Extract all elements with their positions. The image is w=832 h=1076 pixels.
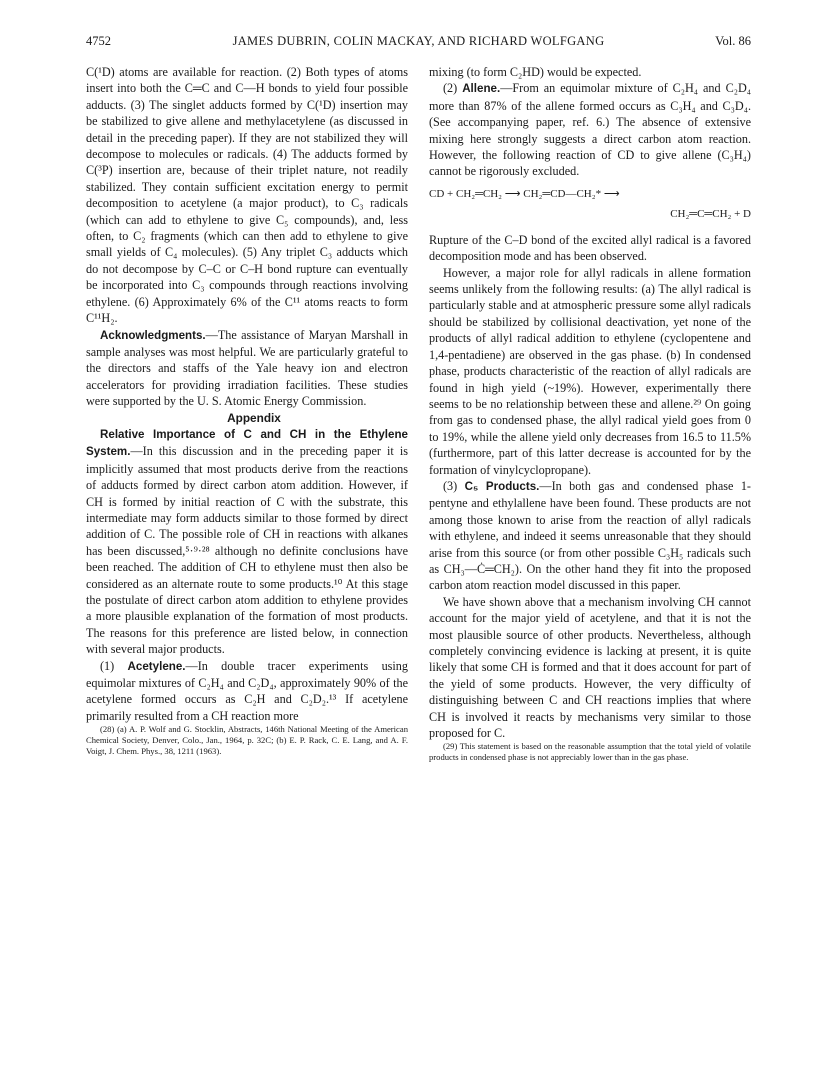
c5-number: (3) bbox=[443, 478, 465, 493]
paragraph-acetylene bbox=[86, 658, 408, 725]
page-number: 4752 bbox=[86, 34, 111, 48]
right-column bbox=[429, 64, 751, 763]
paragraph-mixing: mixing (to form C₂HD) would be expected. bbox=[429, 65, 642, 79]
c5-heading: C₅ Products. bbox=[464, 479, 540, 493]
appendix-title: Appendix bbox=[227, 410, 281, 425]
acetylene-heading: Acetylene. bbox=[127, 659, 186, 673]
acetylene-text: —In double tracer experiments using equimolar mixtures of C₂H₄ and C₂D₄, approximately 90% of the acetylene formed occurs as C₂H and C₂D₂.¹³ If acetylene primarily resulted from a CH reaction more bbox=[86, 658, 408, 723]
paragraph-relative-importance bbox=[86, 426, 408, 658]
acetylene-number: (1) bbox=[100, 658, 128, 673]
running-header bbox=[86, 34, 751, 54]
paragraph-acknowledgments bbox=[86, 327, 408, 410]
acknowledgments-text: —The assistance of Maryan Marshall in sample analyses was most helpful. We are particularly grateful to the directors and staffs of the Yale heavy ion and electron accelerators for providing irradiation facilities. These studies were supported by the U. S. Atomic Energy Commission. bbox=[86, 327, 408, 409]
footnote-28: (28) (a) A. P. Wolf and G. Stocklin, Abstracts, 146th National Meeting of the American Chemical Society, Denver, Colo., Jan., 1964, p. 32C; (b) E. P. Rack, C. E. Lang, and A. F. Voigt, J. Chem. Phys., 38, 1211 (1963). bbox=[86, 724, 408, 757]
equation-line-2: CH₂═C═CH₂ + D bbox=[670, 207, 751, 220]
footnote-29: (29) This statement is based on the reasonable assumption that the total yield of volatile products in condensed phase is not appreciably lower than in the gas phase. bbox=[429, 741, 751, 763]
allene-text: —From an equimolar mixture of C₂H₄ and C₂D₄ more than 87% of the allene formed occurs as C₃H₄ and C₃D₄. (See accompanying paper, ref. 6.) The absence of extensive mixing here strongly suggests a direct carbon atom reaction. However, the following reaction of CD to give allene (C₃H₄) cannot be rigorously excluded. bbox=[429, 81, 751, 179]
relative-importance-heading: Relative Importance of C and CH in the Ethylene System. bbox=[86, 427, 408, 459]
acknowledgments-heading: Acknowledgments. bbox=[100, 328, 206, 342]
allene-heading: Allene. bbox=[462, 82, 501, 96]
relative-importance-text: —In this discussion and in the preceding paper it is implicitly assumed that most products derive from the reactions of adducts formed by direct carbon atom addition. However, if CH is formed by initial reaction of C with the substrate, this intermediate may form adducts similar to those formed by direct addition of C. The possible role of CH in reactions with alkanes has been discussed,⁵·⁹·²⁸ although no definite conclusions have been reached. The addition of CH to ethylene must then also be considered as an alternate route to some products.¹⁰ At this stage the postulate of direct carbon atom addition to ethylene provides a more plausible explanation of the formation of most products. The reasons for this preference are listed below, in connection with several major products. bbox=[86, 444, 408, 657]
reaction-equation bbox=[429, 186, 751, 226]
equation-line-1: CD + CH₂═CH₂ ⟶ CH₂═CD—CH₂* ⟶ bbox=[429, 187, 620, 200]
left-column bbox=[86, 64, 408, 757]
paragraph-conclusion-ch: We have shown above that a mechanism involving CH cannot account for the major yield of acetylene, and that it is not the most plausible source of other products. Nevertheless, although completely convincing evidence is lacking at present, it is quite likely that some CH is formed and that it does account for part of the yield of some products. However, the very difficulty of distinguishing between C and CH reactions implies that where CH is involved it reacts by mechanisms very similar to those proposed for C. bbox=[429, 594, 751, 741]
allene-number: (2) bbox=[443, 81, 463, 96]
paragraph-conclusions: C(¹D) atoms are available for reaction. (2) Both types of atoms insert into both the C═C and C—H bonds to yield four possible adducts. (3) The singlet adducts formed by C(¹D) insertion may be stabilized to give allene and methylacetylene (as discussed in detail in the preceding paper). If they are not stabilized they will decompose to molecules or radicals. (4) The adducts formed by C(³P) insertion are, because of their triplet nature, not readily stabilized. They contain sufficient excitation energy to permit decomposition to acetylene (a major product), to C₃ radicals (which can add to ethylene to give C₅ compounds), and, less often, to C₂ fragments (which can then add to ethylene to give small yields of C₄ molecules). (5) Any triplet C₃ adducts which do not decompose by C–C or C–H bond rupture can eventually be incorporated into C₃ compounds through reactions involving ethylene. (6) Approximately 6% of the C¹¹ atoms reacts to form C¹¹H₂. bbox=[86, 65, 408, 326]
volume-label: Vol. 86 bbox=[715, 34, 751, 48]
paragraph-rupture: Rupture of the C–D bond of the excited allyl radical is a favored decomposition mode and has been observed. bbox=[429, 232, 751, 264]
c5-text: —In both gas and condensed phase 1-pentyne and ethylallene have been found. These products are not among those known to arise from the reaction of allyl radicals with ethylene, and indeed it seems unreasonable that they should arise from this source (or from other possible C₃H₅ radicals such as CH₃—Ċ═CH₂). On the other hand they fit into the proposed carbon atom reaction model discussed in this paper. bbox=[429, 478, 751, 593]
paragraph-c5-products bbox=[429, 478, 751, 594]
paragraph-allyl: However, a major role for allyl radicals in allene formation seems unlikely from the following results: (a) The allyl radical is particularly stable and at atmospheric pressure some allyl radicals should be stabilized by collisional deactivation, yet none of the products of allyl radical addition to ethylene (cyclopentene and 1,4-pentadiene) are observed in the gas phase. (b) In condensed phase, products characteristic of the reaction of allyl radicals are found in high yield (~19%). However, experimentally there seems to be no relationship between these and allene.²⁹ On going from gas to condensed phase, the allyl radical yield goes from 0 to 19%, while the allene yield only decreases from 16.5 to 11.5% (furthermore, part of this latter decrease is accounted for by the formation of vinylcyclopropane). bbox=[429, 265, 751, 477]
author-line: JAMES DUBRIN, COLIN MACKAY, AND RICHARD WOLFGANG bbox=[232, 34, 605, 48]
paragraph-allene bbox=[429, 80, 751, 179]
